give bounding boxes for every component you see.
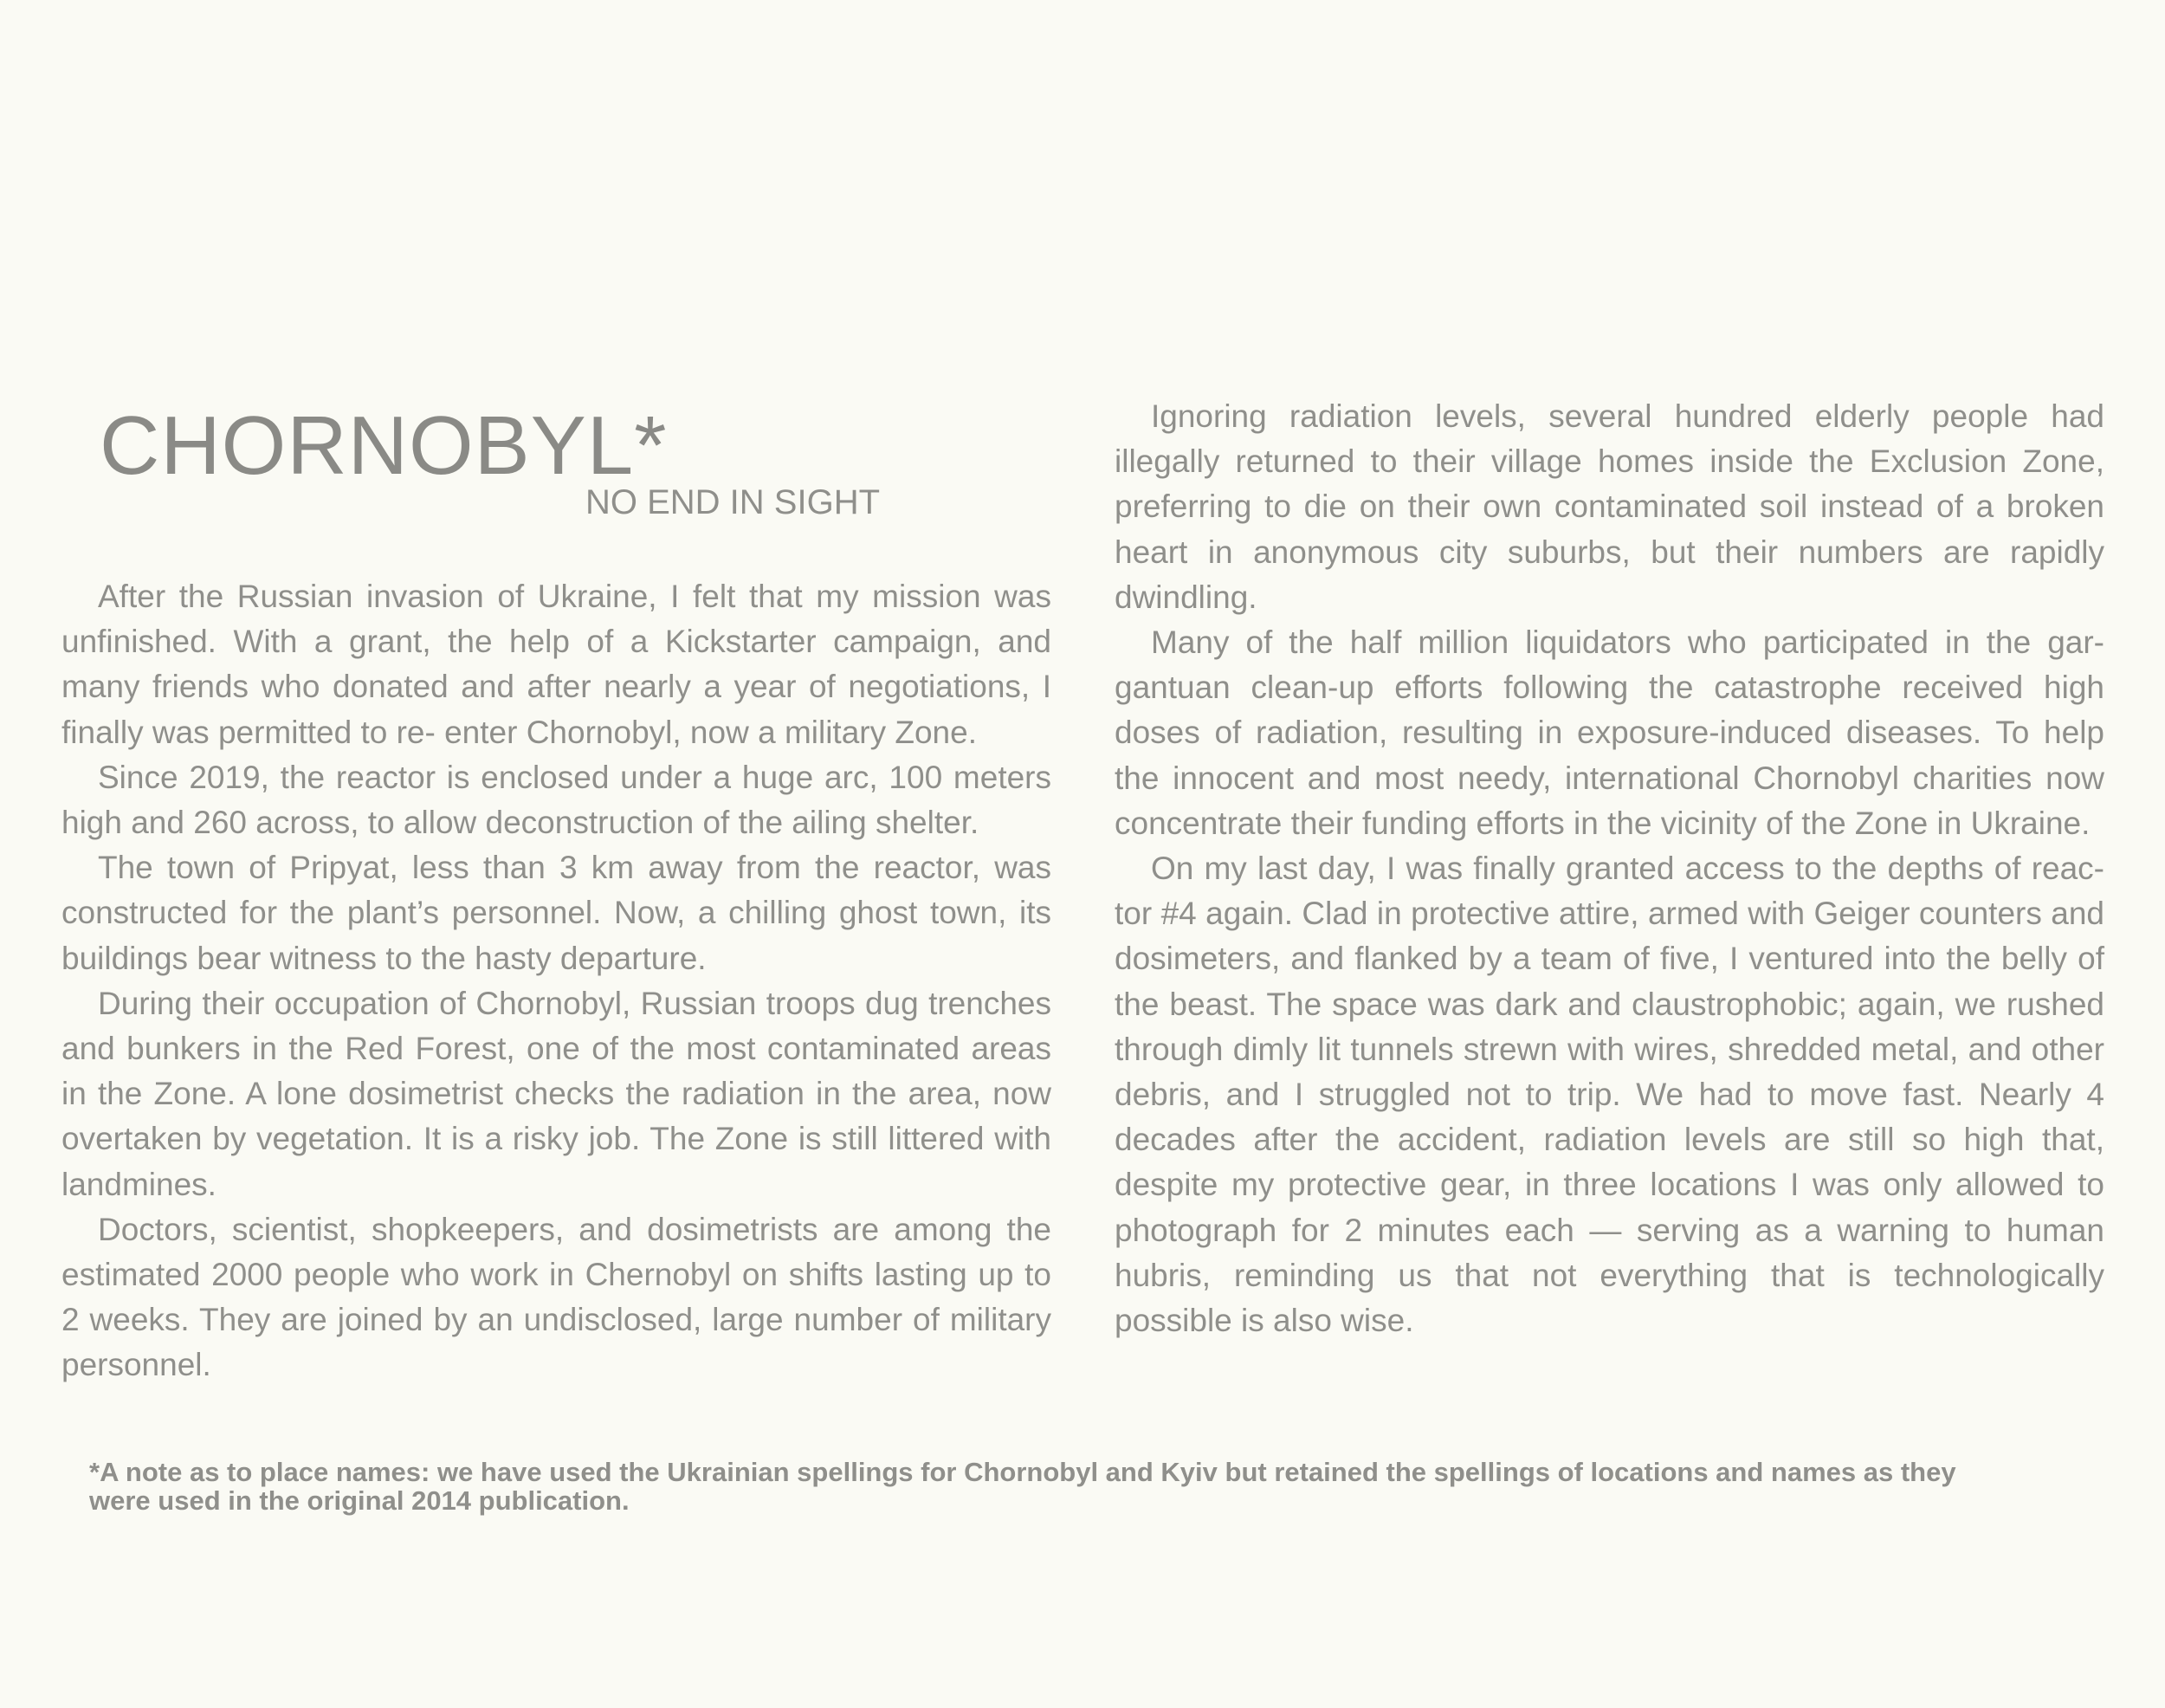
footnote: *A note as to place names: we have used the Ukrainian spellings for Chornobyl and Kyiv but retained the spellings of locations and names as they were used in the original 2014 publication. [89,1457,1956,1516]
body-paragraph: Ignoring radiation levels, several hundred elderly people had illegally returned to their village homes inside the Exclusion Zone, preferring to die on their own contaminated soil instead of a broken heart in anonymous city suburbs, but their numbers are rapidly dwindling. [1115,398,2104,615]
body-paragraph: Since 2019, the reactor is enclosed under a huge arc, 100 meters high and 260 across, to allow deconstruction of the ailing shelter. [61,759,1051,841]
body-paragraph: During their occupation of Chornobyl, Russian troops dug trenches and bunkers in the Red Forest, one of the most contaminated areas in the Zone. A lone dosimetrist checks the radiation in the area, now overtaken by vegetation. It is a risky job. The Zone is still littered with landmines. [61,985,1051,1202]
body-paragraph: The town of Pripyat, less than 3 km away from the reactor, was constructed for the plant’s personnel. Now, a chilling ghost town, its buildings bear witness to the hasty departure. [61,850,1051,976]
left-text-column [61,574,1051,1388]
right-text-column [1115,394,2104,1343]
body-paragraph: On my last day, I was finally granted access to the depths of reactor #4 again. Clad in protective attire, armed with Geiger counters and dosimeters, and flanked by a team of five, I ventured into the belly of the beast. The space was dark and claustrophobic; again, we rushed through dimly lit tunnels strewn with wires, shredded metal, and other debris, and I struggled not to trip. We had to move fast. Nearly 4 decades after the accident, radiation levels are still so high that, despite my protective gear, in three locations I was only allowed to photograph for 2 minutes each — serving as a warning to human hubris, reminding us that not everything that is technologically possible is also wise. [1115,851,2104,1339]
body-paragraph: Many of the half million liquidators who participated in the gargantuan clean-up efforts following the catastrophe received high doses of radiation, resulting in exposure-induced diseases. To help the innocent and most needy, international Chornobyl charities now concentrate their funding efforts in the vicinity of the Zone in Ukraine. [1115,624,2104,841]
page-subtitle: NO END IN SIGHT [585,483,881,521]
page-title: CHORNOBYL* [100,399,668,492]
body-paragraph: After the Russian invasion of Ukraine, I felt that my mission was unfinished. With a grant, the help of a Kickstarter campaign, and many friends who donated and after nearly a year of negotiations, I finally was permitted to re- enter Chornobyl, now a military Zone. [61,579,1051,750]
body-paragraph: Doctors, scientist, shopkeepers, and dosimetrists are among the estimated 2000 people who work in Chernobyl on shifts lasting up to 2 weeks. They are joined by an undisclosed, large number of military personnel. [61,1211,1051,1383]
